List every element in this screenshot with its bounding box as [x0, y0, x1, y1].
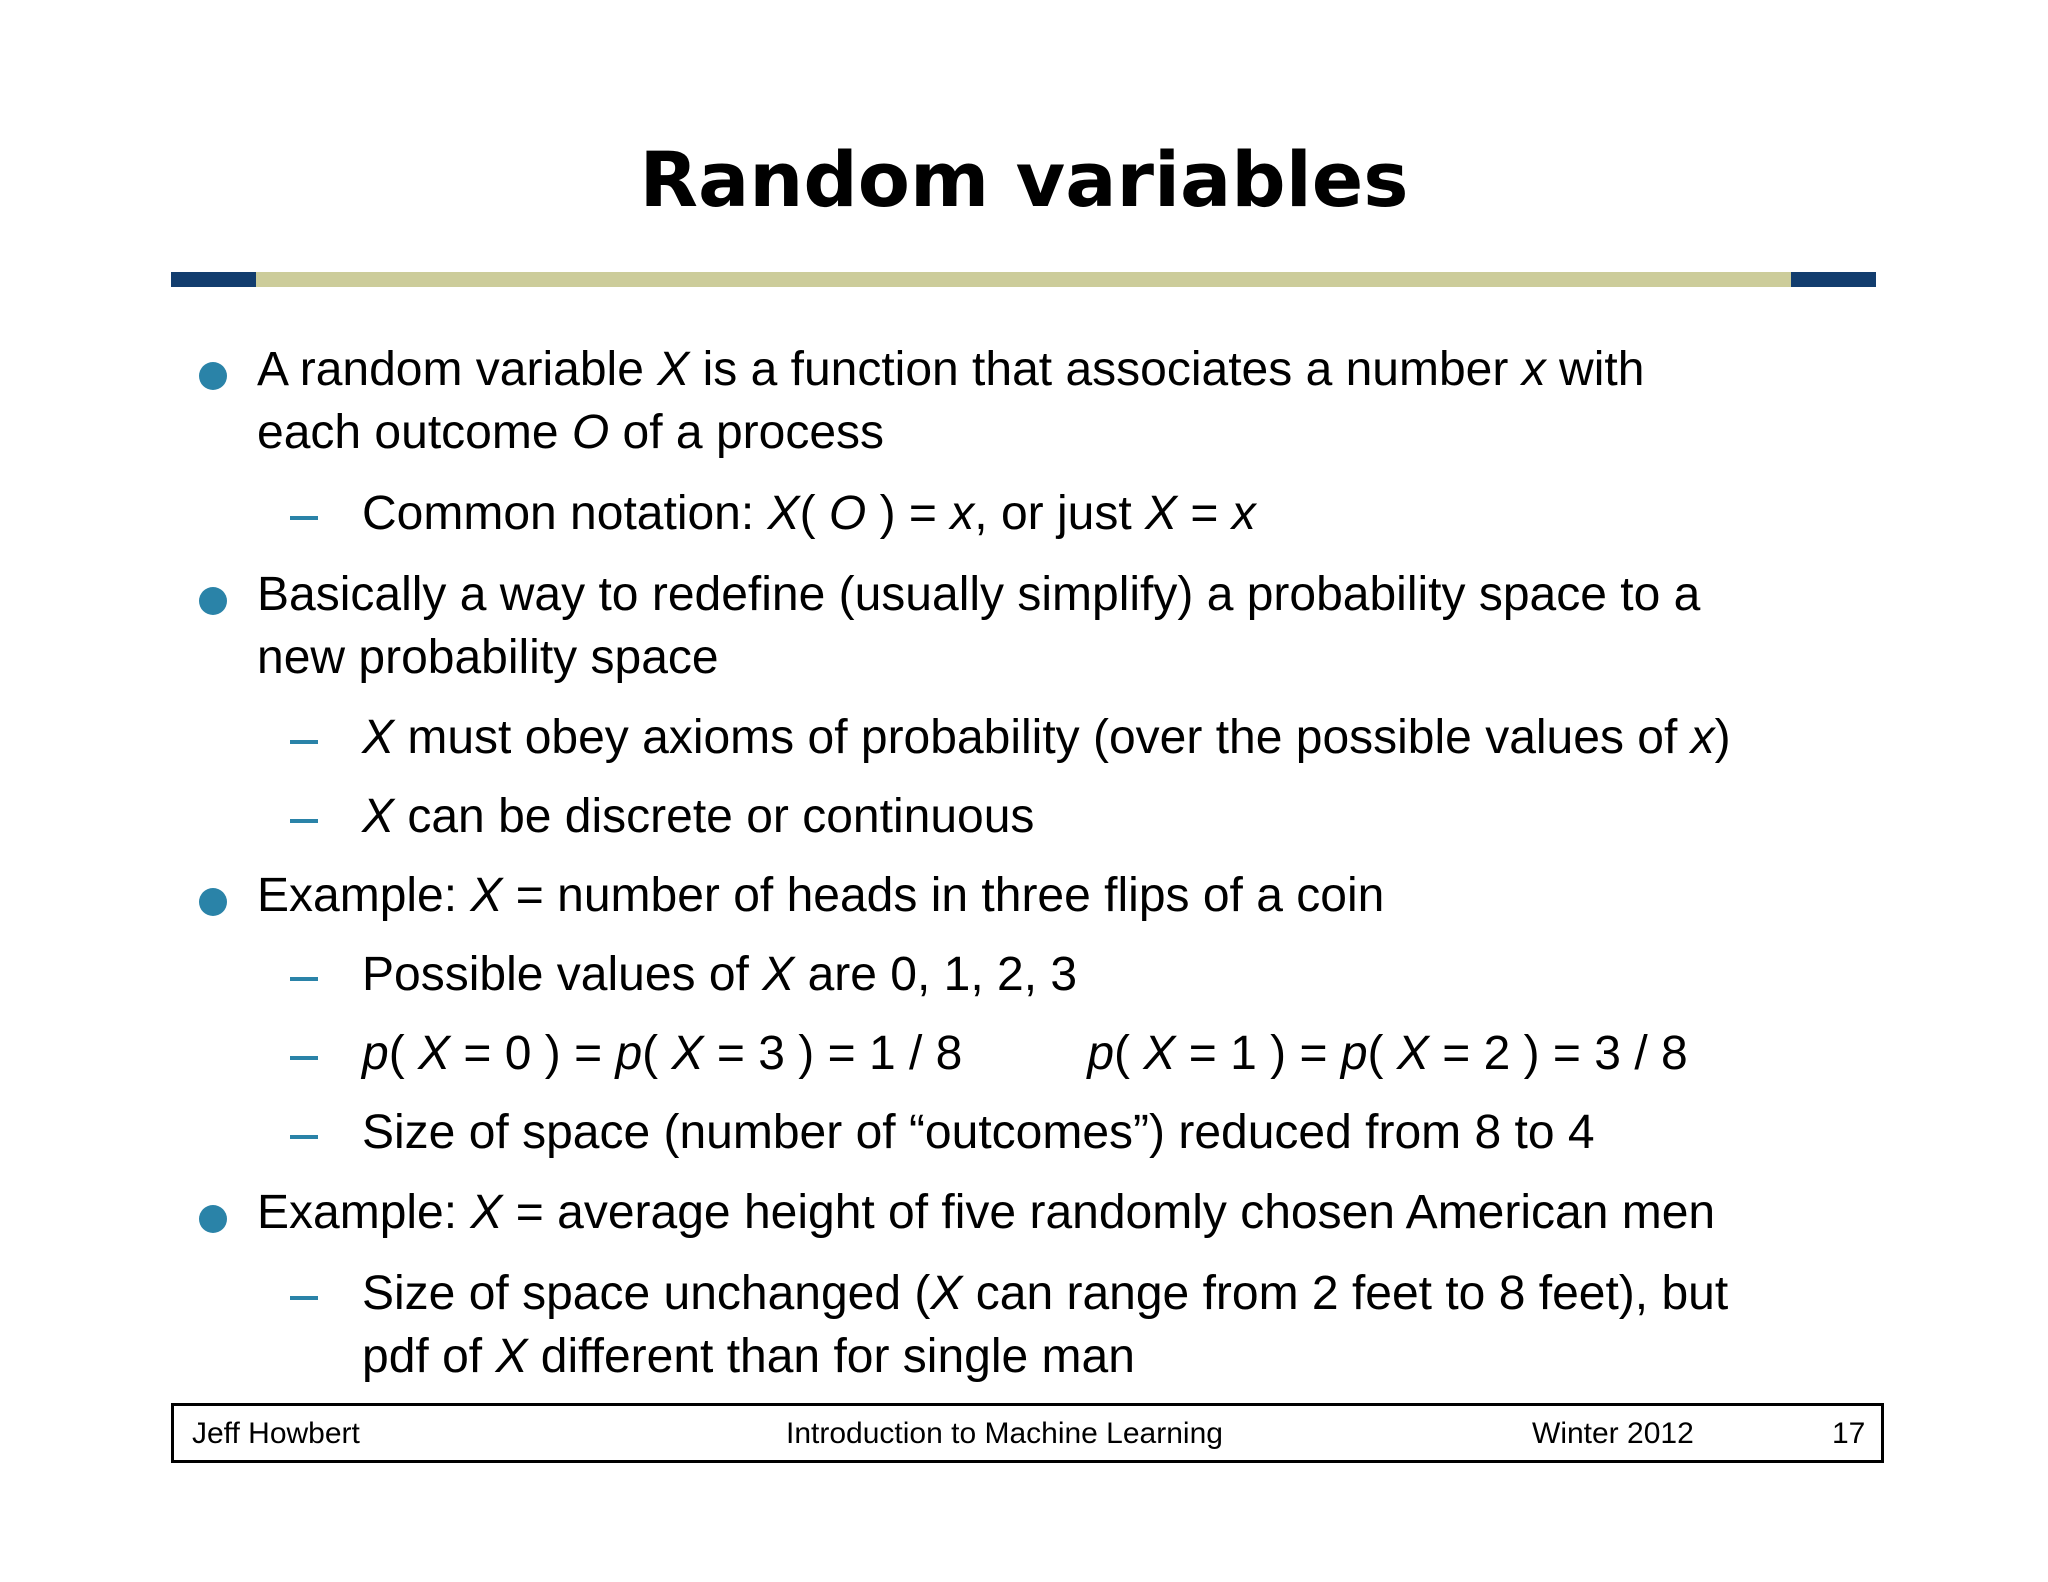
- italic-symbol: x: [1231, 487, 1256, 540]
- bullet-text-line: Example: X = average height of five randomly chosen American men: [257, 1186, 1716, 1239]
- title-rule-right: [1791, 272, 1876, 287]
- sub-bullet-dash-icon: [290, 819, 318, 823]
- bullet-dot-icon: [199, 587, 227, 615]
- italic-symbol: X: [1143, 1027, 1176, 1080]
- bullet-text-line: Basically a way to redefine (usually simplify) a probability space to a: [257, 568, 1701, 621]
- italic-symbol: x: [1521, 343, 1546, 396]
- italic-symbol: x: [950, 487, 975, 540]
- sub-bullet-dash-icon: [290, 1296, 318, 1300]
- bullet-text-line: each outcome O of a process: [257, 406, 885, 459]
- footer-term: Winter 2012: [1532, 1417, 1694, 1450]
- italic-symbol: X: [418, 1027, 451, 1080]
- italic-symbol: X: [1144, 487, 1177, 540]
- italic-symbol: X: [767, 487, 800, 540]
- sub-bullet-text-line: p( X = 0 ) = p( X = 3 ) = 1 / 8 p( X = 1 ) = p( X = 2 ) = 3 / 8: [362, 1027, 1688, 1080]
- italic-symbol: X: [930, 1267, 963, 1320]
- italic-symbol: X: [762, 948, 795, 1001]
- footer-course: Introduction to Machine Learning: [786, 1417, 1223, 1450]
- italic-symbol: p: [1087, 1027, 1115, 1080]
- bullet-dot-icon: [199, 362, 227, 390]
- italic-symbol: O: [571, 406, 610, 459]
- italic-symbol: x: [1690, 711, 1715, 764]
- sub-bullet-dash-icon: [290, 516, 318, 520]
- sub-bullet-text-line: Size of space (number of “outcomes”) reduced from 8 to 4: [362, 1106, 1595, 1159]
- sub-bullet-text-line: Common notation: X( O ) = x, or just X = x: [362, 487, 1256, 540]
- title-rule-left: [171, 272, 256, 287]
- sub-bullet-text-line: Possible values of X are 0, 1, 2, 3: [362, 948, 1078, 1001]
- sub-bullet-text-line: X can be discrete or continuous: [362, 790, 1035, 843]
- italic-symbol: X: [1396, 1027, 1429, 1080]
- sub-bullet-dash-icon: [290, 977, 318, 981]
- italic-symbol: p: [1340, 1027, 1368, 1080]
- footer-page-number: 17: [1832, 1417, 1866, 1450]
- title-rule-middle: [256, 272, 1791, 287]
- bullet-text-line: new probability space: [257, 631, 719, 684]
- italic-symbol: X: [362, 790, 395, 843]
- italic-symbol: X: [671, 1027, 704, 1080]
- sub-bullet-text-line: X must obey axioms of probability (over the possible values of x): [362, 711, 1731, 764]
- italic-symbol: X: [362, 711, 395, 764]
- slide-footer: [171, 1403, 1884, 1463]
- italic-symbol: p: [362, 1027, 389, 1080]
- bullet-text-line: A random variable X is a function that associates a number x with: [257, 343, 1645, 396]
- sub-bullet-text-line: pdf of X different than for single man: [362, 1330, 1135, 1383]
- bullet-dot-icon: [199, 888, 227, 916]
- italic-symbol: X: [470, 869, 503, 922]
- sub-bullet-dash-icon: [290, 1135, 318, 1139]
- slide-title: Random variables: [639, 135, 1409, 224]
- italic-symbol: O: [828, 487, 867, 540]
- sub-bullet-dash-icon: [290, 740, 318, 744]
- italic-symbol: X: [657, 343, 690, 396]
- bullet-text-line: Example: X = number of heads in three flips of a coin: [257, 869, 1385, 922]
- italic-symbol: X: [470, 1186, 503, 1239]
- sub-bullet-text-line: Size of space unchanged (X can range from 2 feet to 8 feet), but: [362, 1267, 1729, 1320]
- bullet-dot-icon: [199, 1205, 227, 1233]
- italic-symbol: X: [495, 1330, 528, 1383]
- footer-author: Jeff Howbert: [192, 1417, 360, 1450]
- sub-bullet-dash-icon: [290, 1056, 318, 1060]
- italic-symbol: p: [615, 1027, 643, 1080]
